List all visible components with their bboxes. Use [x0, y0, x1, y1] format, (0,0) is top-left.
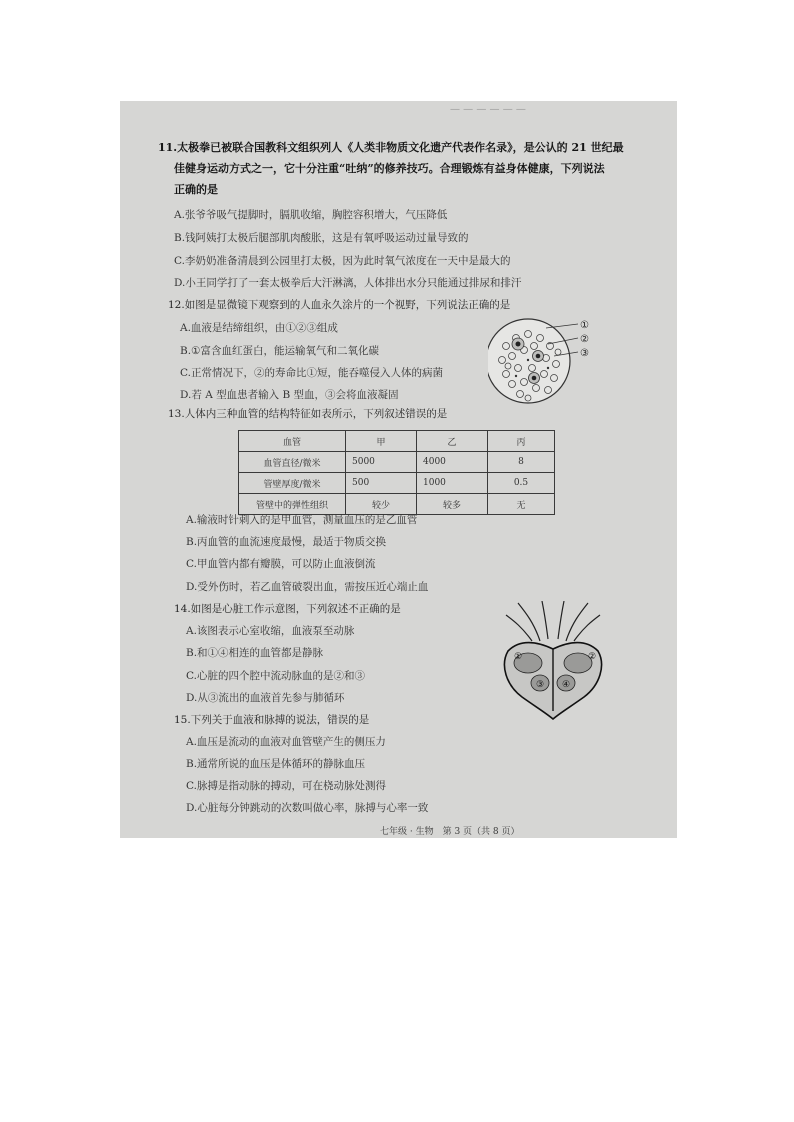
- q13-option-a: A.输液时针刺入的是甲血管，测量血压的是乙血管: [186, 514, 418, 526]
- smear-label-2: ②: [580, 334, 589, 345]
- page-footer: 七年级 · 生物 第 3 页（共 8 页）: [380, 827, 520, 837]
- q14-option-d: D.从③流出的血液首先参与肺循环: [186, 692, 345, 704]
- table-cell: 管壁厚度/微米: [239, 473, 346, 494]
- q11-stem-line-2: 佳健身运动方式之一，它十分注重“吐纳”的修养技巧。合理锻炼有益身体健康，下列说法: [174, 162, 605, 175]
- q14-option-c: C.心脏的四个腔中流动脉血的是②和③: [186, 670, 365, 682]
- q11-option-c: C.李奶奶准备清晨到公园里打太极，因为此时氧气浓度在一天中是最大的: [174, 255, 511, 267]
- blood-vessel-table: [238, 430, 555, 515]
- table-cell: 0.5: [488, 473, 555, 494]
- q15-option-c: C.脉搏是指动脉的搏动，可在桡动脉处测得: [186, 780, 386, 792]
- table-header-cell: 乙: [417, 431, 488, 452]
- table-cell: 管壁中的弹性组织: [239, 494, 346, 515]
- q13-option-d: D.受外伤时，若乙血管破裂出血，需按压近心端止血: [186, 581, 429, 593]
- q12-option-b: B.①富含血红蛋白，能运输氧气和二氧化碳: [180, 345, 379, 357]
- q12-option-a: A.血液是结缔组织，由①②③组成: [180, 322, 338, 334]
- q12-option-c: C.正常情况下，②的寿命比①短，能吞噬侵入人体的病菌: [180, 367, 443, 379]
- q13-stem: 13.人体内三种血管的结构特征如表所示，下列叙述错误的是: [168, 408, 448, 420]
- q11-option-a: A.张爷爷吸气提脚时，膈肌收缩，胸腔容积增大，气压降低: [174, 209, 448, 221]
- table-header-row: [239, 431, 555, 452]
- heart-label-2: ②: [588, 652, 597, 662]
- scanned-exam-page: [120, 101, 677, 838]
- table-cell: 较多: [417, 494, 488, 515]
- table-cell: 500: [346, 473, 417, 494]
- blood-smear-figure: [488, 316, 598, 406]
- table-row: [239, 494, 555, 515]
- q11-stem-line-1: 11.太极拳已被联合国教科文组织列人《人类非物质文化遗产代表作名录》，是公认的 21 世纪最: [158, 141, 624, 154]
- q14-option-b: B.和①④相连的血管都是静脉: [186, 647, 324, 659]
- table-cell: 较少: [346, 494, 417, 515]
- table-header-cell: 甲: [346, 431, 417, 452]
- table-row: [239, 473, 555, 494]
- table-cell: 无: [488, 494, 555, 515]
- q11-stem-line-3: 正确的是: [174, 183, 218, 196]
- q15-option-b: B.通常所说的血压是体循环的静脉血压: [186, 758, 366, 770]
- table-header-cell: 血管: [239, 431, 346, 452]
- table-cell: 4000: [417, 452, 488, 473]
- q12-stem: 12.如图是显微镜下观察到的人血永久涂片的一个视野，下列说法正确的是: [168, 299, 511, 311]
- smear-label-1: ①: [580, 320, 589, 331]
- q14-stem: 14.如图是心脏工作示意图，下列叙述不正确的是: [174, 603, 401, 615]
- table-cell: 1000: [417, 473, 488, 494]
- heart-label-3: ③: [536, 680, 545, 690]
- heart-label-4: ④: [562, 680, 571, 690]
- smear-label-3: ③: [580, 348, 589, 359]
- q15-option-a: A.血压是流动的血液对血管壁产生的侧压力: [186, 736, 386, 748]
- q15-stem: 15.下列关于血液和脉搏的说法，错误的是: [174, 714, 370, 726]
- q14-option-a: A.该图表示心室收缩，血液泵至动脉: [186, 625, 355, 637]
- heart-label-1: ①: [514, 652, 523, 662]
- bleed-through-text: — — — — — —: [450, 104, 526, 115]
- q15-option-d: D.心脏每分钟跳动的次数叫做心率，脉搏与心率一致: [186, 802, 429, 814]
- q12-option-d: D.若 A 型血患者输入 B 型血，③会将血液凝固: [180, 389, 399, 401]
- table-header-cell: 丙: [488, 431, 555, 452]
- table-row: [239, 452, 555, 473]
- table-cell: 血管直径/微米: [239, 452, 346, 473]
- q13-option-b: B.丙血管的血流速度最慢，最适于物质交换: [186, 536, 387, 548]
- q13-option-c: C.甲血管内都有瓣膜，可以防止血液倒流: [186, 558, 376, 570]
- heart-diagram: [488, 601, 618, 721]
- heart-vessels: [506, 601, 600, 641]
- q11-option-b: B.钱阿姨打太极后腿部肌肉酸胀，这是有氧呼吸运动过量导致的: [174, 232, 469, 244]
- table-cell: 8: [488, 452, 555, 473]
- q11-option-d: D.小王同学打了一套太极拳后大汗淋漓，人体排出水分只能通过排尿和排汗: [174, 277, 522, 289]
- table-cell: 5000: [346, 452, 417, 473]
